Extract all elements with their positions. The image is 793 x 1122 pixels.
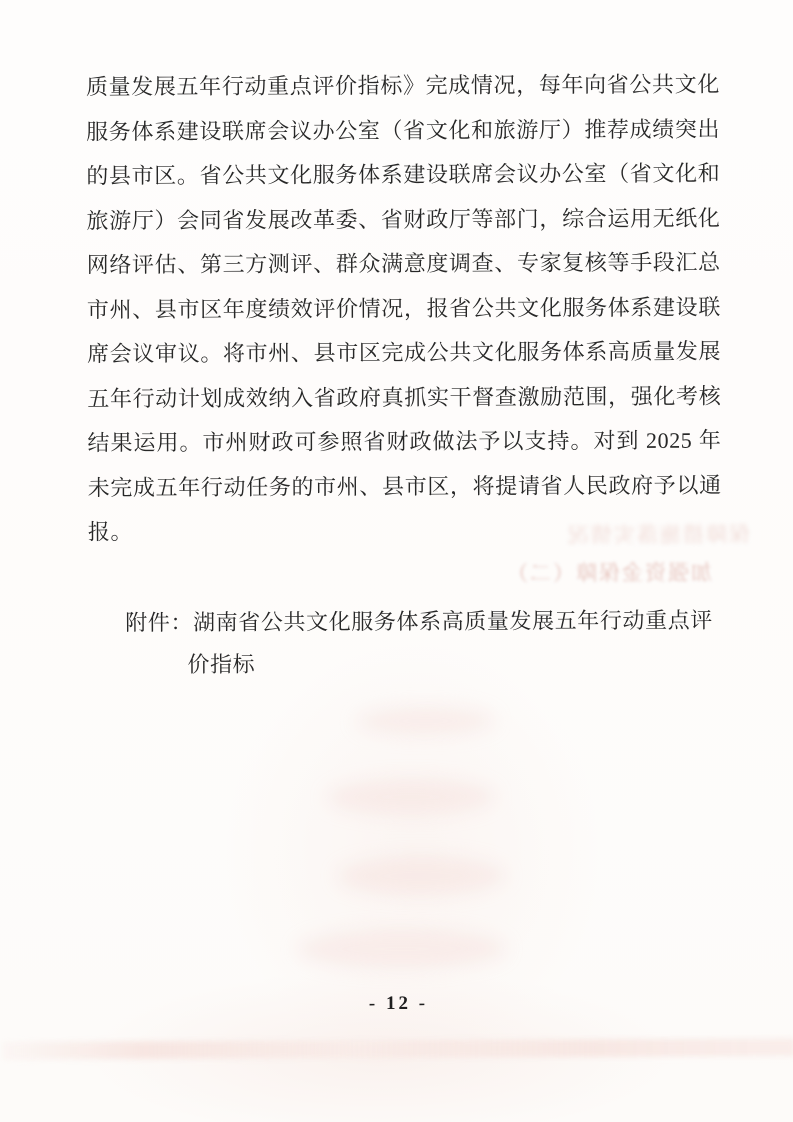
bleed-through-text: 加强资金保障（二） — [505, 560, 713, 586]
attachment-line: 附件：湖南省公共文化服务体系高质量发展五年行动重点评 — [125, 607, 713, 636]
attachment-note — [125, 600, 725, 687]
body-line: 结果运用。市州财政可参照省财政做法予以支持。对到 2025 年 — [87, 427, 722, 456]
page-number: - 12 - — [368, 992, 429, 1015]
paper-smudge — [297, 928, 507, 971]
paper-smudge — [336, 856, 506, 897]
bleed-through-text: 保障措施落实情况 — [565, 522, 750, 548]
body-line: 报。 — [87, 519, 134, 545]
body-line: 网络评估、第三方测评、群众满意度调查、专家复核等手段汇总 — [86, 249, 721, 278]
attachment-line: 价指标 — [187, 651, 256, 677]
body-line: 席会议审议。将市州、县市区完成公共文化服务体系高质量发展 — [87, 338, 722, 367]
paper-smudge — [326, 778, 496, 817]
paper-bottom-edge-shadow — [2, 1038, 793, 1059]
body-line: 的县市区。省公共文化服务体系建设联席会议办公室（省文化和 — [86, 160, 721, 189]
body-line: 五年行动计划成效纳入省政府真抓实干督查激励范围，强化考核 — [87, 383, 722, 411]
body-paragraph — [86, 63, 722, 555]
body-line: 旅游厅）会同省发展改革委、省财政厅等部门，综合运用无纸化 — [86, 205, 721, 233]
body-line: 市州、县市区年度绩效评价情况，报省公共文化服务体系建设联 — [86, 294, 721, 322]
body-line: 服务体系建设联席会议办公室（省文化和旅游厅）推荐成绩突出 — [86, 116, 721, 144]
body-line: 未完成五年行动任务的市州、县市区，将提请省人民政府予以通 — [87, 472, 722, 500]
paper-smudge — [356, 706, 496, 737]
body-line: 质量发展五年行动重点评价指标》完成情况，每年向省公共文化 — [85, 71, 720, 100]
